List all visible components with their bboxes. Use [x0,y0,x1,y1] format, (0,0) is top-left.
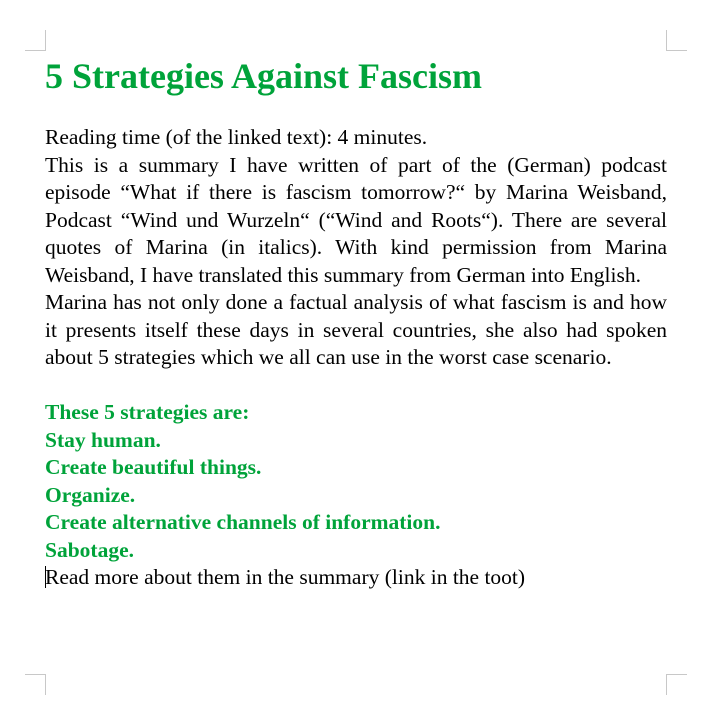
summary-intro-paragraph: This is a summary I have written of part of the (German) podcast episode “What if there is fascism tomorrow?“ by Marina Weisband, Podcast “Wind und Wurzeln“ (“Wind and Roots“). There are several quotes of Marina (in italics). With kind permission from Marina Weisband, I have translated this summary from German into English. [45,152,667,287]
document-page[interactable] [45,54,667,592]
closing-text: Read more about them in the summary (link in the toot) [45,565,526,589]
empty-line [45,372,667,400]
strategy-item: Create beautiful things. [45,455,262,479]
strategy-item: Organize. [45,482,136,507]
strategies-heading: These 5 strategies are: [45,400,250,424]
document-body[interactable] [45,124,667,592]
strategy-item: Create alternative channels of information. [45,510,441,534]
strategy-item: Sabotage. [45,537,134,562]
closing-line [45,564,667,592]
page-corner-mark-bottom-left [25,674,46,695]
page-corner-mark-top-right [666,30,687,51]
page-corner-mark-bottom-right [666,674,687,695]
strategy-item: Stay human. [45,427,161,452]
analysis-paragraph: Marina has not only done a factual analysis of what fascism is and how it presents itself these days in several countries, she also had spoken about 5 strategies which we all can use in the worst case scenario. [45,290,667,369]
page-corner-mark-top-left [25,30,46,51]
document-title: 5 Strategies Against Fascism [45,56,482,96]
reading-time-paragraph: Reading time (of the linked text): 4 minutes. [45,125,428,149]
